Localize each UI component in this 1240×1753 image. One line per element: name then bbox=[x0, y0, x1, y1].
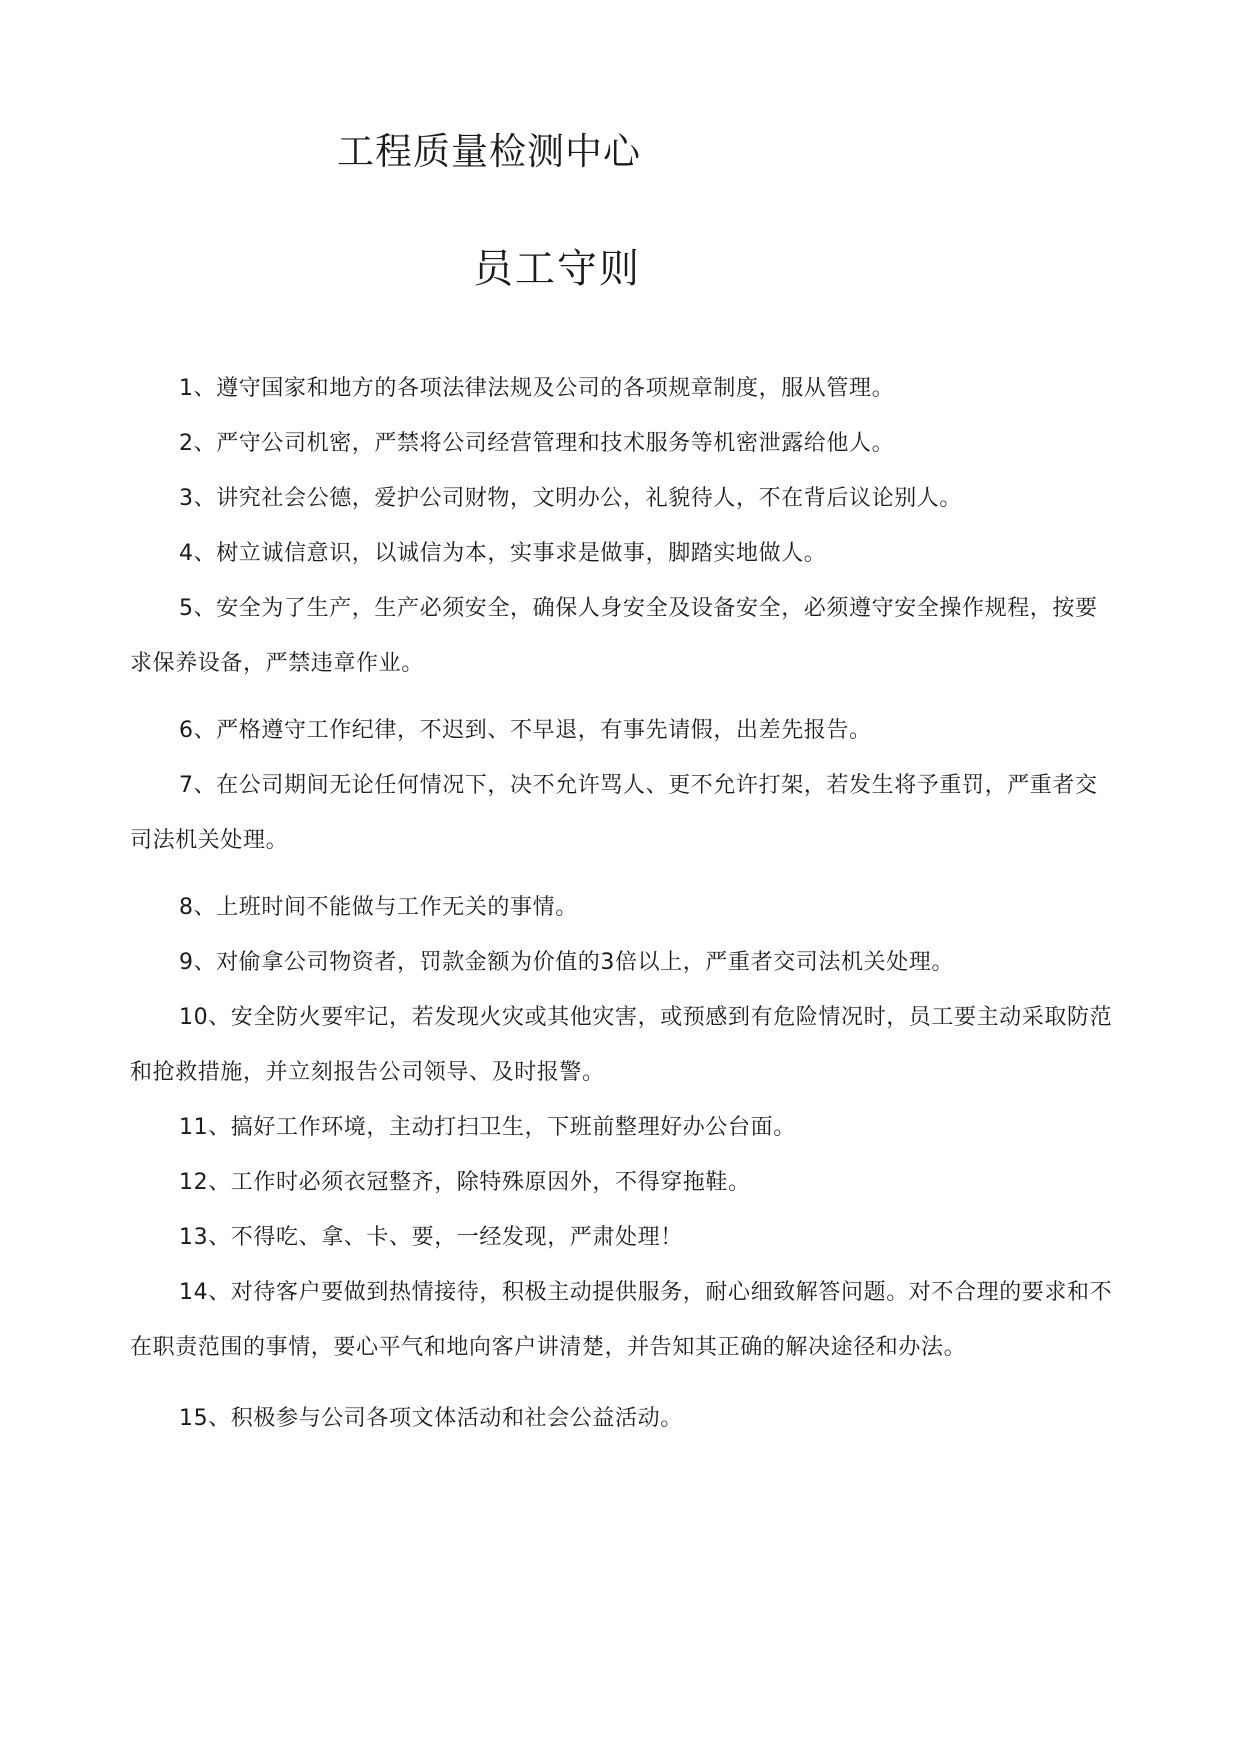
rule-item: 13、不得吃、拿、卡、要，一经发现，严肃处理！ bbox=[179, 1225, 683, 1250]
rule-item: 12、工作时必须衣冠整齐，除特殊原因外，不得穿拖鞋。 bbox=[179, 1170, 751, 1195]
rule-item: 3、讲究社会公德，爱护公司财物，文明办公，礼貌待人，不在背后议论别人。 bbox=[179, 486, 962, 511]
rule-item: 15、积极参与公司各项文体活动和社会公益活动。 bbox=[179, 1406, 683, 1431]
rules-list bbox=[130, 361, 1120, 1446]
rule-item: 5、安全为了生产，生产必须安全，确保人身安全及设备安全，必须遵守安全操作规程，按要求保养设备，严禁违章作业。 bbox=[130, 596, 1098, 676]
rule-item: 9、对偷拿公司物资者，罚款金额为价值的3倍以上，严重者交司法机关处理。 bbox=[179, 950, 954, 975]
rule-item: 10、安全防火要牢记，若发现火灾或其他灾害，或预感到有危险情况时，员工要主动采取防范和抢救措施，并立刻报告公司领导、及时报警。 bbox=[130, 1005, 1113, 1085]
document-title: 员工守则 bbox=[473, 246, 641, 292]
rule-item: 6、严格遵守工作纪律，不迟到、不早退，有事先请假，出差先报告。 bbox=[179, 718, 872, 743]
rule-item: 8、上班时间不能做与工作无关的事情。 bbox=[179, 895, 578, 920]
rule-item: 11、搞好工作环境，主动打扫卫生，下班前整理好办公台面。 bbox=[179, 1115, 796, 1140]
organization-name: 工程质量检测中心 bbox=[337, 130, 641, 173]
rule-item: 2、严守公司机密，严禁将公司经营管理和技术服务等机密泄露给他人。 bbox=[179, 431, 895, 456]
rule-item: 4、树立诚信意识，以诚信为本，实事求是做事，脚踏实地做人。 bbox=[179, 541, 827, 566]
rule-item: 14、对待客户要做到热情接待，积极主动提供服务，耐心细致解答问题。对不合理的要求和不在职责范围的事情，要心平气和地向客户讲清楚，并告知其正确的解决途径和办法。 bbox=[130, 1280, 1113, 1360]
rule-item: 1、遵守国家和地方的各项法律法规及公司的各项规章制度，服从管理。 bbox=[179, 376, 895, 401]
rule-item: 7、在公司期间无论任何情况下，决不允许骂人、更不允许打架，若发生将予重罚，严重者交司法机关处理。 bbox=[130, 773, 1098, 853]
